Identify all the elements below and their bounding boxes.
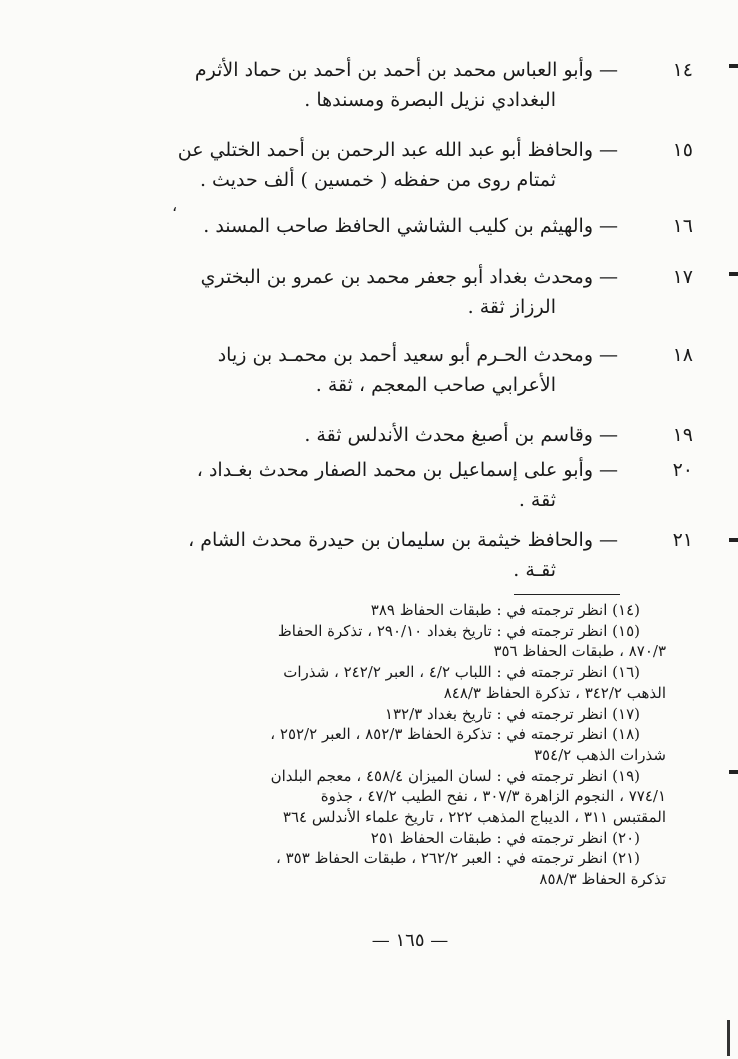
entry-15 — [138, 135, 693, 195]
entry-number: ١٧ — [672, 266, 693, 288]
page-edge-shadow — [727, 1020, 730, 1056]
footnote-line: (١٥) انظر ترجمته في : تاريخ بغداد ٢٩٠/١٠ ، تذكرة الحفاظ — [277, 621, 640, 640]
entry-number: ١٥ — [672, 139, 693, 161]
margin-mark — [729, 64, 738, 68]
entry-14 — [138, 55, 693, 115]
footnotes — [66, 600, 666, 890]
entry-dash: — — [599, 424, 618, 446]
entry-dash: — — [599, 529, 618, 551]
entry-20 — [138, 455, 693, 515]
footnote-line: المقتبس ٣١١ ، الديباج المذهب ٢٢٢ ، تاريخ علماء الأندلس ٣٦٤ — [282, 808, 666, 827]
entry-text: والحافظ خيثمة بن سليمان بن حيدرة محدث الشام ، — [188, 529, 593, 551]
entry-dash: — — [599, 344, 618, 366]
entry-number: ١٨ — [672, 344, 693, 366]
margin-mark — [729, 538, 738, 542]
entry-text: والحافظ أبو عبد الله عبد الرحمن بن أحمد الختلي عن — [177, 139, 593, 161]
entry-number: ١٩ — [672, 424, 693, 446]
entry-dash: — — [599, 139, 618, 161]
entry-17 — [138, 262, 693, 322]
footnote-line: (١٦) انظر ترجمته في : اللباب ٤/٢ ، العبر ٢٤٢/٢ ، شذرات — [283, 663, 640, 682]
entry-dash: — — [599, 215, 618, 237]
entry-number: ٢١ — [672, 529, 693, 551]
entry-number: ٢٠ — [672, 459, 693, 481]
entry-21 — [138, 525, 693, 585]
footnote-line: ٧٧٤/١ ، النجوم الزاهرة ٣٠٧/٣ ، نفح الطيب ٤٧/٢ ، جذوة — [320, 787, 666, 806]
footnote-line: (٢١) انظر ترجمته في : العبر ٢٦٢/٢ ، طبقات الحفاظ ٣٥٣ ، — [275, 849, 640, 868]
footnote-separator — [514, 594, 620, 595]
entry-dash: — — [599, 59, 618, 81]
ink-speck: ، — [172, 196, 178, 215]
footnote-line: (٢٠) انظر ترجمته في : طبقات الحفاظ ٢٥١ — [370, 828, 640, 847]
entry-text: الرزاز ثقة . — [467, 296, 556, 318]
entry-text: ومحدث بغداد أبو جعفر محمد بن عمرو بن البختري — [200, 266, 593, 288]
footnote-line: (١٨) انظر ترجمته في : تذكرة الحفاظ ٨٥٢/٣ ، العبر ٢٥٢/٢ ، — [270, 725, 640, 744]
entry-dash: — — [599, 266, 618, 288]
footnote-line: الذهب ٣٤٢/٢ ، تذكرة الحفاظ ٨٤٨/٣ — [443, 683, 666, 702]
margin-mark — [729, 770, 738, 774]
entry-text: وأبو على إسماعيل بن محمد الصفار محدث بغـداد ، — [196, 459, 593, 481]
footnote-line: شذرات الذهب ٣٥٤/٢ — [533, 745, 666, 764]
margin-mark — [729, 272, 738, 276]
entry-18 — [138, 340, 693, 400]
footnote-line: (١٧) انظر ترجمته في : تاريخ بغداد ١٣٢/٣ — [384, 704, 640, 723]
entry-text: ومحدث الحـرم أبو سعيد أحمد بن محمـد بن زياد — [217, 344, 593, 366]
entry-text: ثمتام روى من حفظه ( خمسين ) ألف حديث . — [199, 169, 556, 191]
page-number: — ١٦٥ — — [371, 930, 449, 951]
entry-text: البغدادي نزيل البصرة ومسندها . — [304, 89, 556, 111]
entry-text: وقاسم بن أصبغ محدث الأندلس ثقة . — [304, 424, 593, 446]
entry-16 — [138, 211, 693, 241]
entry-number: ١٦ — [672, 215, 693, 237]
footnote-line: (١٤) انظر ترجمته في : طبقات الحفاظ ٣٨٩ — [370, 601, 640, 619]
entry-19 — [138, 420, 693, 450]
entry-dash: — — [599, 459, 618, 481]
footnote-line: تذكرة الحفاظ ٨٥٨/٣ — [539, 870, 666, 889]
entry-text: ثقة . — [518, 489, 556, 511]
entry-text: ثقـة . — [513, 559, 556, 581]
entry-text: وأبو العباس محمد بن أحمد بن أحمد بن حماد الأثرم — [194, 59, 593, 81]
footnote-line: ٨٧٠/٣ ، طبقات الحفاظ ٣٥٦ — [493, 642, 666, 661]
entry-number: ١٤ — [672, 59, 693, 81]
footnote-line: (١٩) انظر ترجمته في : لسان الميزان ٤٥٨/٤ ، معجم البلدان — [270, 766, 640, 785]
entry-text: الأعرابي صاحب المعجم ، ثقة . — [315, 374, 556, 396]
entry-text: والهيثم بن كليب الشاشي الحافظ صاحب المسند . — [203, 215, 593, 237]
